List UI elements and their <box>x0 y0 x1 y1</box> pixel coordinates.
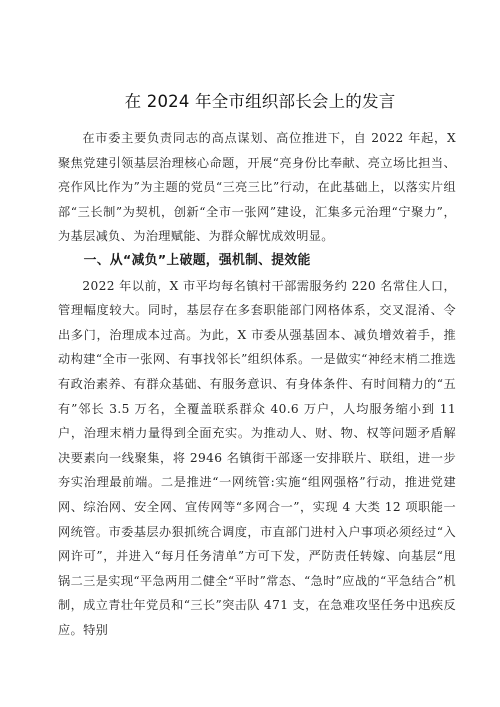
intro-paragraph: 在市委主要负责同志的高点谋划、高位推进下，自 2022 年起，X 聚焦党建引领基层治理核心命题，开展“亮身份比奉献、亮立场比担当、亮作风比作为”为主题的党员“三亮三比”行动，在此基础上，以落实片组部“三长制”为契机，创新“全市一张网”建设，汇集多元治理“宁聚力”，为基层减负、为治理赋能、为群众解忧成效明显。 <box>58 131 456 244</box>
body-paragraph: 2022 年以前，X 市平均每名镇村干部需服务约 220 名常住人口，管理幅度较大。同时，基层存在多套职能部门网格体系，交叉混淆、令出多门，治理成本过高。为此，X 市委从强基固本、减负增效着手，推动构建“全市一张网、有事找邻长”组织体系。一是做实“神经末梢二推选有政治素养、有群众基础、有服务意识、有身体条件、有时间精力的“五有”邻长 3.5 万名，全覆盖联系群众 40.6 万户，人均服务缩小到 11 户，治理末梢力量得到全面充实。为推动人、财、物、权等问题矛盾解决要素向一线聚集，将 2946 名镇街干部逐一安排联片、联组，进一步夯实治理最前端。二是推进“一网统管:实施“组网强格”行动，推进党建网、综治网、安全网、宣传网等“多网合一”，实现 4 大类 12 项职能一网统管。市委基层办狠抓统合调度，市直部门进村入户事项必须经过“入网许可”，并进入“每月任务清单”方可下发，严防责任转嫁、向基层“甩锅二三是实现“平急两用二健全“平时”常态、“急时”应战的“平急结合”机制，成立青壮年党员和“三长”突击队 471 支，在急难攻坚任务中迅疾反应。特别 <box>58 278 456 637</box>
document-title: 在 2024 年全市组织部长会上的发言 <box>124 92 396 111</box>
section-heading: 一、从“减负”上破题，强机制、提效能 <box>83 252 311 268</box>
